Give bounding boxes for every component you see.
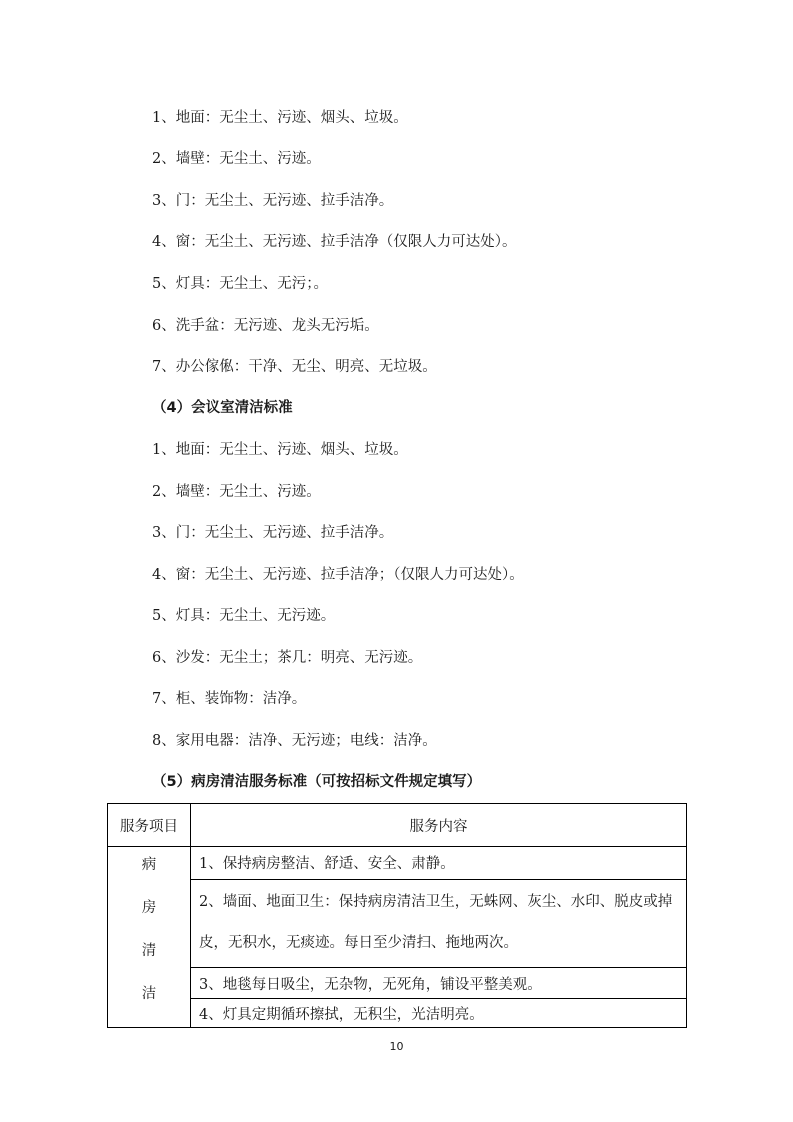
table-row [108,967,687,999]
section-heading: （4）会议室清洁标准 [152,400,293,416]
list-item: 6、洗手盆：无污迹、龙头无污垢。 [152,318,379,334]
list-item: 5、灯具：无尘土、无污迹。 [152,608,336,624]
list-item: 4、窗：无尘土、无污迹、拉手洁净（仅限人力可达处）。 [152,234,517,250]
content-cell: 1、保持病房整洁、舒适、安全、肃静。 [191,847,687,880]
table-row [108,999,687,1028]
project-cell [108,847,191,1028]
project-char: 洁 [141,986,157,1002]
project-char: 房 [141,900,157,916]
list-item: 6、沙发：无尘土；茶几：明亮、无污迹。 [152,650,423,666]
list-item: 8、家用电器：洁净、无污迹；电线：洁净。 [152,733,437,749]
list-item: 3、门：无尘土、无污迹、拉手洁净。 [152,193,394,209]
list-item: 3、门：无尘土、无污迹、拉手洁净。 [152,525,394,541]
list-item: 5、灯具：无尘土、无污；。 [152,276,328,292]
project-char: 清 [141,943,157,959]
list-item: 2、墙壁：无尘土、污迹。 [152,151,321,167]
list-item: 7、办公傢俬：干净、无尘、明亮、无垃圾。 [152,359,437,375]
list-item: 7、柜、装饰物：洁净。 [152,691,307,707]
list-item: 1、地面：无尘土、污迹、烟头、垃圾。 [152,442,408,458]
column-header-content: 服务内容 [191,804,687,847]
content-cell: 2、墙面、地面卫生：保持病房清洁卫生，无蛛网、灰尘、水印、脱皮或掉皮，无积水，无痰迹。每日至少清扫、拖地两次。 [191,879,687,967]
project-char: 病 [141,857,157,873]
list-item: 2、墙壁：无尘土、污迹。 [152,484,321,500]
page-number: 10 [389,1040,404,1053]
column-header-project: 服务项目 [108,804,191,847]
content-cell: 4、灯具定期循环擦拭，无积尘，光洁明亮。 [191,999,687,1028]
list-item: 4、窗：无尘土、无污迹、拉手洁净；（仅限人力可达处）。 [152,567,524,583]
table-row [108,879,687,967]
list-item: 1、地面：无尘土、污迹、烟头、垃圾。 [152,110,408,126]
table-row [108,847,687,880]
content-cell: 3、地毯每日吸尘，无杂物，无死角，铺设平整美观。 [191,967,687,999]
service-standard-table [107,803,687,1028]
table-header-row [108,804,687,847]
section-heading: （5）病房清洁服务标准（可按招标文件规定填写） [152,774,482,790]
